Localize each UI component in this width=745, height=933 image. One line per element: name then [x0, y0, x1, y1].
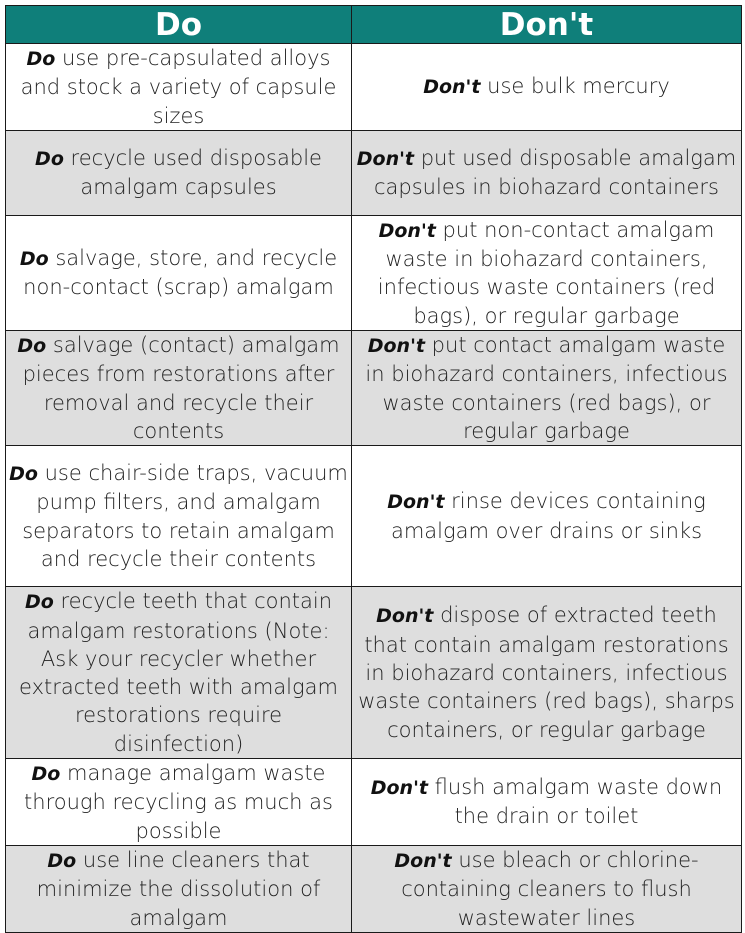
table-row: [6, 130, 742, 215]
dont-text: use bulk mercury: [480, 74, 670, 99]
dont-cell: [352, 587, 742, 759]
table-row: [6, 446, 742, 587]
dont-cell: [352, 845, 742, 932]
dont-cell: [352, 331, 742, 446]
dont-cell: [352, 759, 742, 846]
do-cell: [6, 331, 352, 446]
dont-text: put used disposable amalgam capsules in biohazard containers: [374, 146, 737, 200]
table-row: [6, 215, 742, 330]
do-text: manage amalgam waste through recycling as much as possible: [24, 761, 333, 843]
table-row: [6, 845, 742, 932]
dont-keyword: Don't: [394, 849, 452, 872]
do-keyword: Do: [19, 248, 49, 271]
do-text: use chair-side traps, vacuum pump filters, and amalgam separators to retain amalgam and recycle their contents: [22, 461, 348, 572]
dont-cell: [352, 446, 742, 587]
dont-text: put non-contact amalgam waste in biohazard containers, infectious waste containers (red bags), or regular garbage: [377, 217, 716, 328]
table-row: [6, 587, 742, 759]
do-keyword: Do: [17, 335, 47, 358]
header-row: [6, 6, 742, 44]
dont-keyword: Don't: [387, 491, 445, 514]
do-keyword: Do: [47, 849, 77, 872]
dont-text: dispose of extracted teeth that contain amalgam restorations in biohazard containers, infectious waste containers (red bags), sharps containers, or regular garbage: [358, 603, 735, 742]
do-dont-table: [5, 5, 742, 933]
dont-keyword: Don't: [423, 76, 481, 99]
do-dont-table-container: [5, 5, 741, 933]
do-keyword: Do: [35, 148, 64, 171]
header-do: Do: [6, 6, 352, 44]
dont-cell: [352, 130, 742, 215]
dont-keyword: Don't: [378, 219, 436, 242]
dont-text: rinse devices containing amalgam over drains or sinks: [390, 489, 706, 543]
dont-text: put contact amalgam waste in biohazard containers, infectious waste containers (red bags), or regular garbage: [365, 333, 728, 443]
dont-text: flush amalgam waste down the drain or toilet: [428, 775, 723, 829]
do-keyword: Do: [31, 763, 61, 786]
do-text: use line cleaners that minimize the dissolution of amalgam: [36, 847, 321, 930]
do-cell: [6, 215, 352, 330]
do-cell: [6, 44, 352, 131]
table-row: [6, 44, 742, 131]
dont-cell: [352, 215, 742, 330]
do-cell: [6, 759, 352, 846]
do-text: salvage, store, and recycle non-contact (scrap) amalgam: [23, 246, 338, 300]
dont-text: use bleach or chlorine-containing cleaners to flush wastewater lines: [401, 847, 699, 930]
do-keyword: Do: [24, 591, 54, 614]
table-row: [6, 759, 742, 846]
do-text: use pre-capsulated alloys and stock a variety of capsule sizes: [20, 46, 337, 128]
table-row: [6, 331, 742, 446]
do-keyword: Do: [26, 48, 56, 70]
do-cell: [6, 845, 352, 932]
do-text: recycle teeth that contain amalgam restorations (Note: Ask your recycler whether extracted teeth with amalgam restorations require disinfection): [19, 589, 338, 756]
do-cell: [6, 587, 352, 759]
dont-keyword: Don't: [367, 335, 425, 358]
do-text: recycle used disposable amalgam capsules: [63, 146, 322, 200]
do-text: salvage (contact) amalgam pieces from restorations after removal and recycle their contents: [22, 333, 340, 443]
do-cell: [6, 446, 352, 587]
dont-keyword: Don't: [356, 148, 415, 171]
dont-keyword: Don't: [376, 605, 434, 628]
header-dont: Don't: [352, 6, 742, 44]
do-cell: [6, 130, 352, 215]
dont-keyword: Don't: [370, 777, 428, 800]
do-keyword: Do: [9, 463, 38, 486]
dont-cell: [352, 44, 742, 131]
